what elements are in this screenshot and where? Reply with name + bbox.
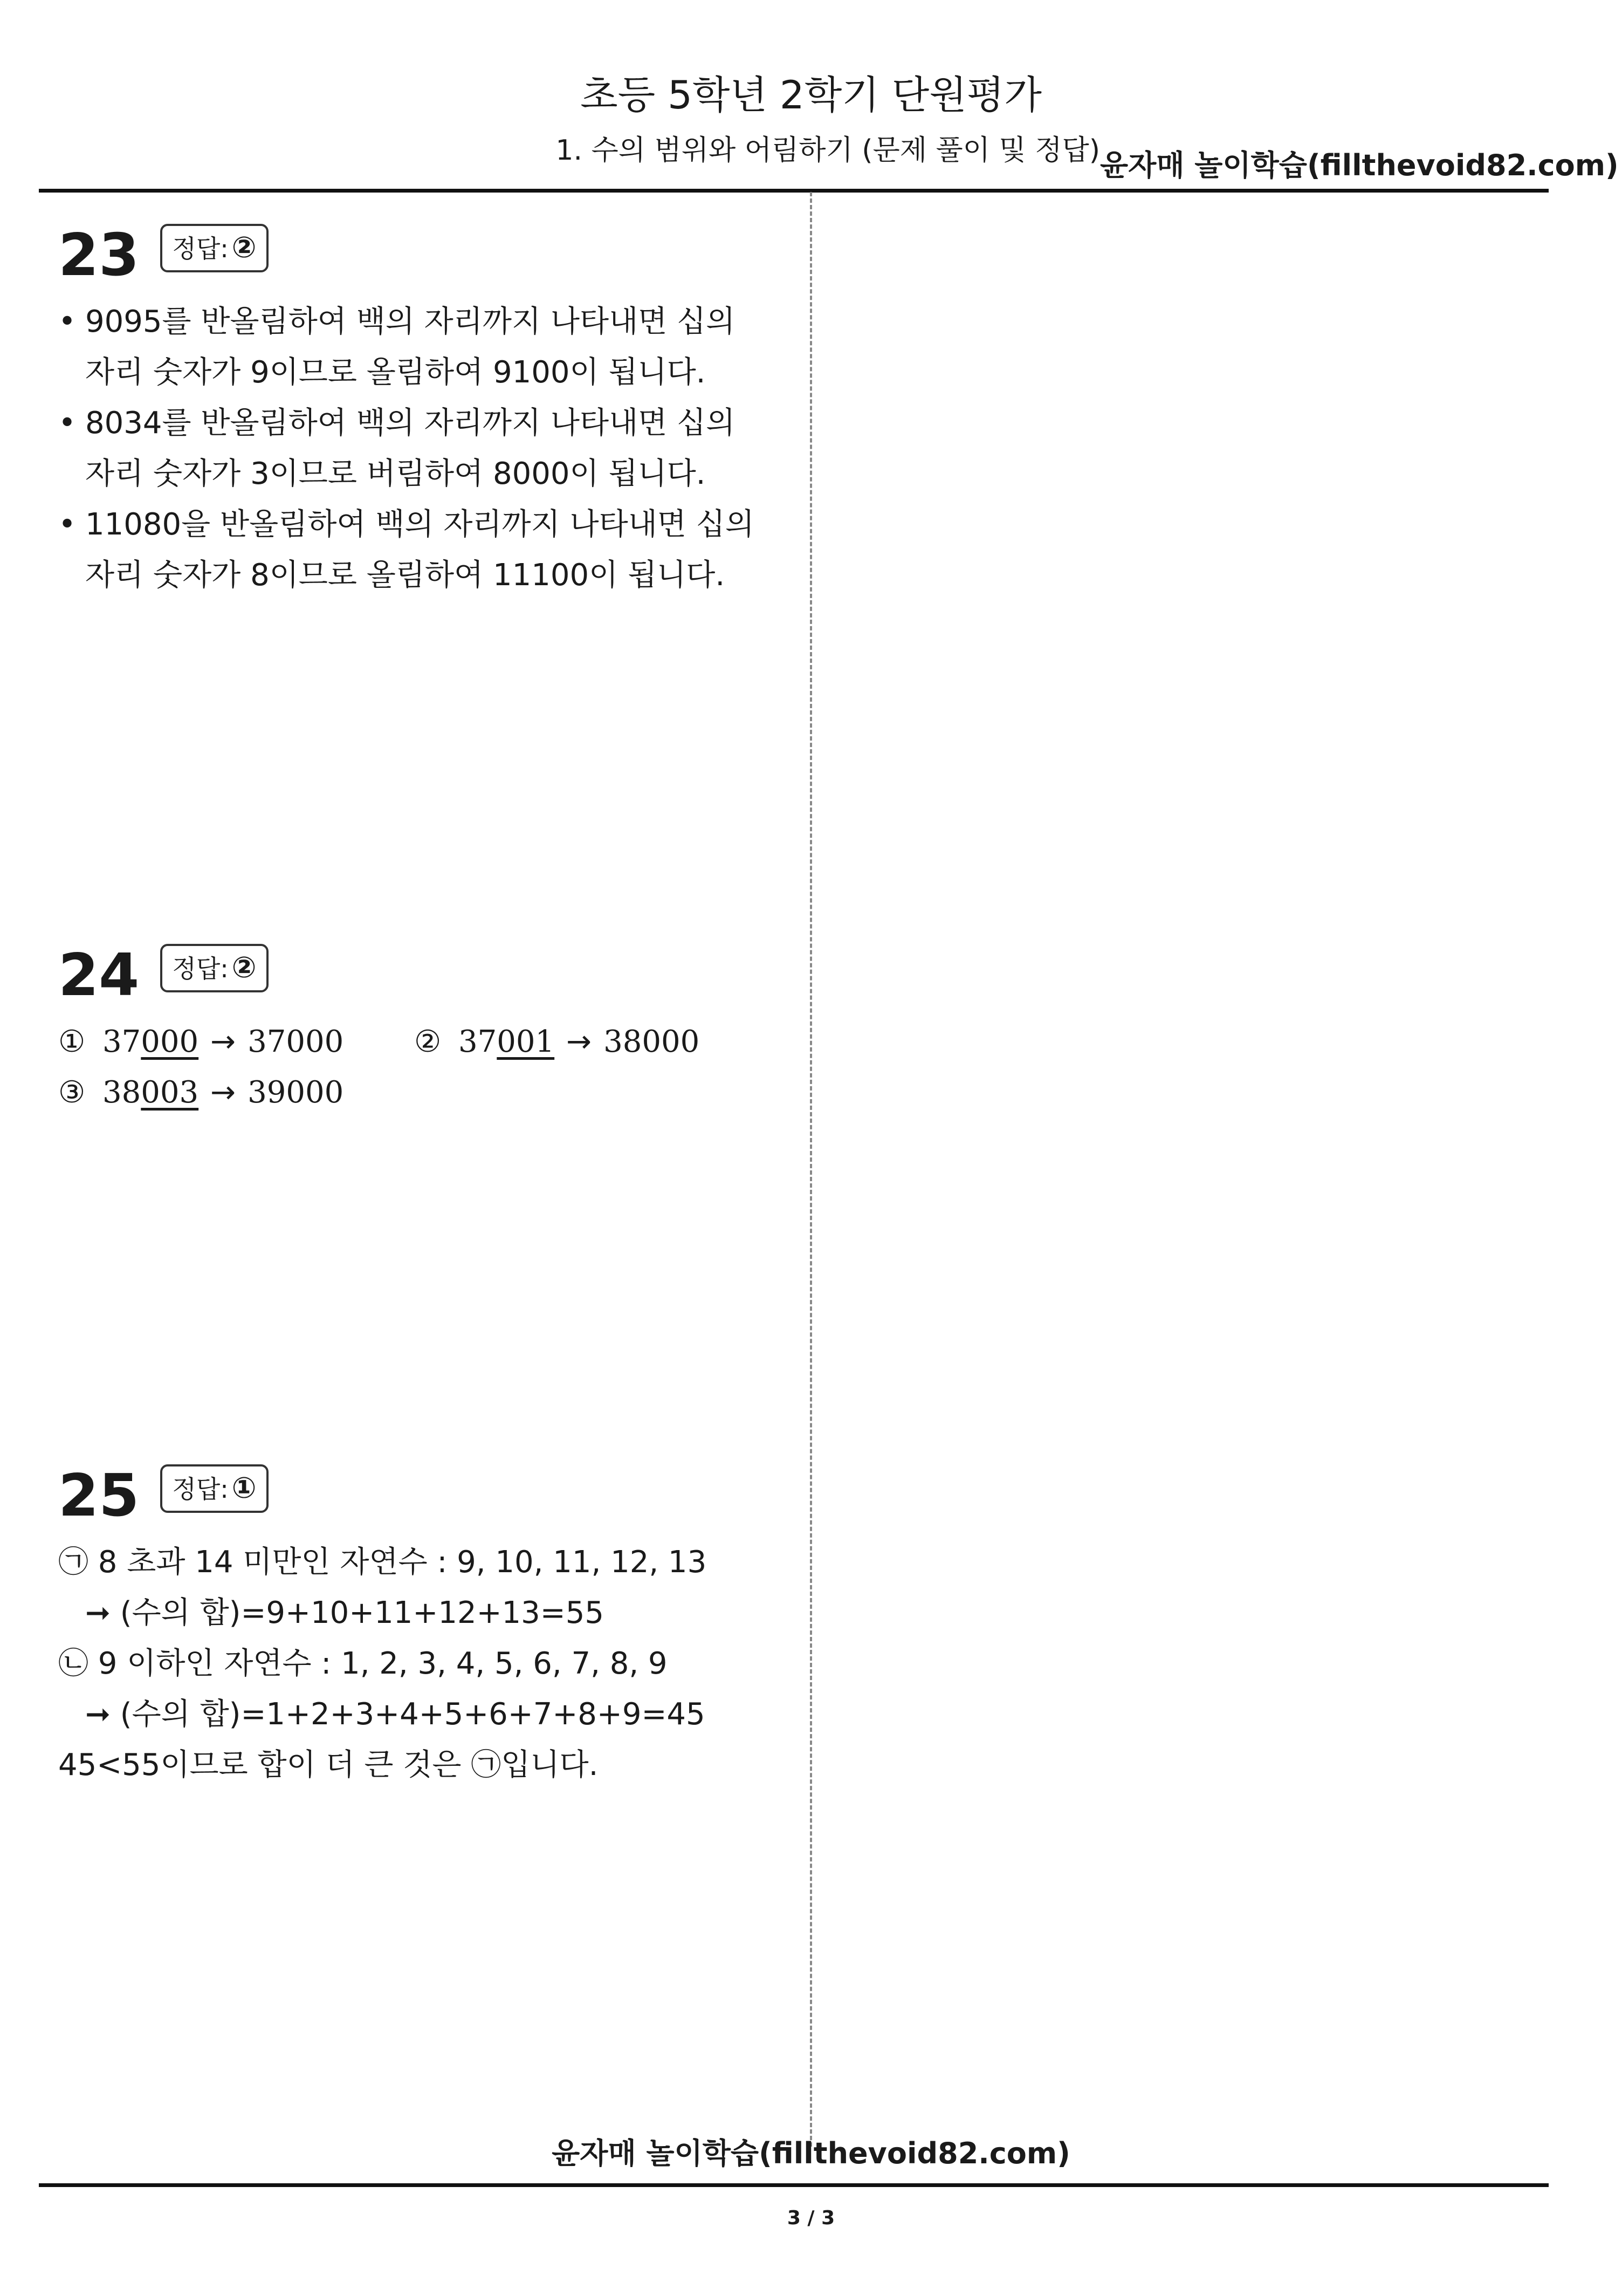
rounding-row (58, 1067, 775, 1118)
problem-24 (58, 942, 775, 1118)
answer-badge (160, 224, 268, 272)
explanation-line: 자리 숫자가 8이므로 올림하여 11100이 됩니다. (85, 558, 725, 593)
answer-label: 정답: (172, 234, 229, 263)
answer-badge (160, 944, 268, 992)
rounding-item: ② 37001 → 38000 (414, 1024, 700, 1059)
answer-value: ② (231, 230, 257, 264)
explanation-line: ➞ (수의 합)=1+2+3+4+5+6+7+8+9=45 (85, 1697, 705, 1732)
answer-label: 정답: (172, 954, 229, 983)
column-divider (810, 192, 812, 2147)
rounding-item: ③ 38003 → 39000 (58, 1075, 344, 1110)
problem-25 (58, 1462, 775, 1791)
rounding-item: ① 37000 → 37000 (58, 1024, 344, 1059)
explanation-line: ㉡ 9 이하인 자연수 : 1, 2, 3, 4, 5, 6, 7, 8, 9 (58, 1646, 668, 1681)
page-subtitle: 1. 수의 범위와 어림하기 (문제 풀이 및 정답) (555, 134, 1100, 167)
answer-value: ② (231, 950, 257, 984)
explanation-line: 45<55이므로 합이 더 큰 것은 ㉠입니다. (58, 1747, 599, 1783)
page-number: 3 / 3 (787, 2207, 835, 2229)
footer-rule (39, 2183, 1549, 2187)
answer-badge (160, 1464, 268, 1513)
answer-label: 정답: (172, 1475, 229, 1504)
explanation-line: 자리 숫자가 9이므로 올림하여 9100이 됩니다. (85, 355, 706, 390)
explanation-line: • 11080을 반올림하여 백의 자리까지 나타내면 십의 (58, 507, 754, 542)
answer-value: ① (231, 1471, 257, 1505)
explanation-line: • 9095를 반올림하여 백의 자리까지 나타내면 십의 (58, 304, 736, 339)
explanation-line: • 8034를 반올림하여 백의 자리까지 나타내면 십의 (58, 406, 736, 441)
explanation-line: ➞ (수의 합)=9+10+11+12+13=55 (85, 1595, 604, 1630)
explanation-line: 자리 숫자가 3이므로 버림하여 8000이 됩니다. (85, 456, 706, 491)
page-title: 초등 5학년 2학기 단원평가 (580, 72, 1042, 118)
rounding-row (58, 1017, 775, 1067)
header-brand: 윤자매 놀이학습(fillthevoid82.com) (1100, 148, 1619, 182)
header-rule (39, 189, 1549, 193)
explanation-line: ㉠ 8 초과 14 미만인 자연수 : 9, 10, 11, 12, 13 (58, 1545, 707, 1580)
problem-number: 25 (58, 1462, 140, 1530)
footer-brand: 윤자매 놀이학습(fillthevoid82.com) (552, 2136, 1070, 2170)
problem-number: 23 (58, 222, 140, 289)
problem-23 (58, 222, 775, 601)
problem-number: 24 (58, 942, 140, 1009)
